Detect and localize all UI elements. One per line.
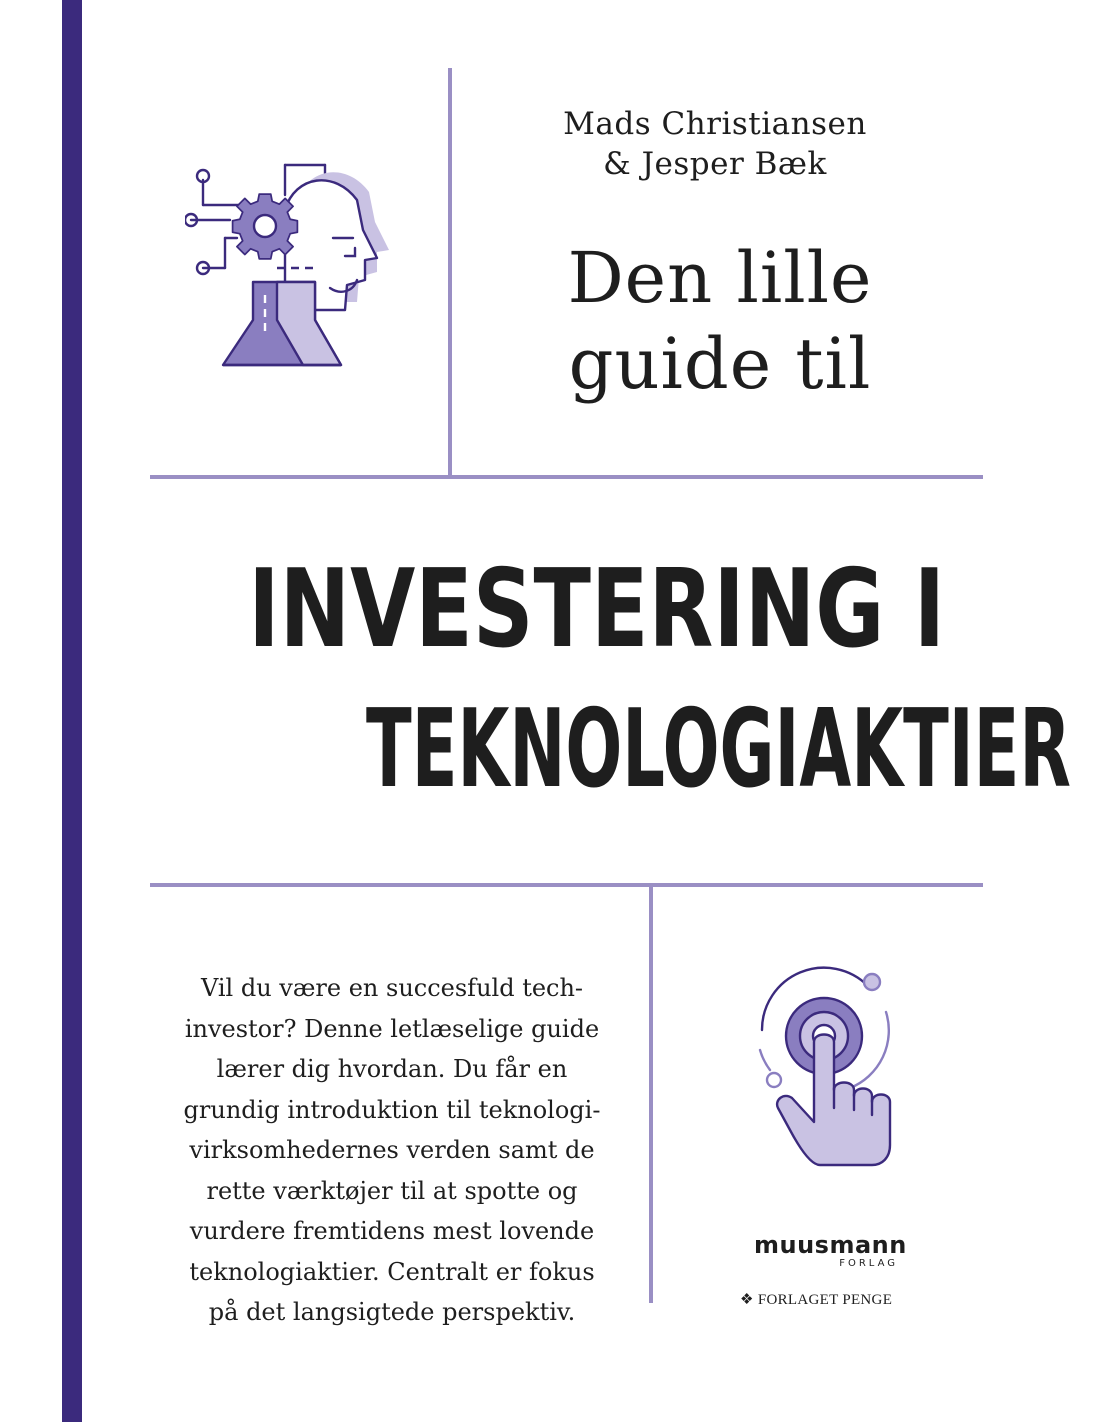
penge-name: FORLAGET PENGE: [757, 1292, 893, 1308]
divider-horizontal-bottom: [150, 883, 983, 887]
subtitle-line-2: guide til: [568, 323, 872, 405]
blurb-line: lærer dig hvordan. Du får en: [216, 1055, 568, 1083]
ai-head-gear-icon: [185, 160, 395, 375]
blurb-line: virksomhedernes verden samt de: [189, 1136, 595, 1164]
penge-diamond-icon: ❖: [740, 1292, 754, 1308]
muusmann-forlag: FORLAG: [839, 1258, 898, 1269]
blurb-line: teknologiaktier. Centralt er fokus: [189, 1257, 595, 1286]
blurb-line: rette værktøjer til at spotte og: [206, 1176, 578, 1205]
spine-bar: [62, 0, 82, 1422]
author-2: & Jesper Bæk: [603, 146, 827, 182]
blurb-line: Vil du være en succesfuld tech-: [200, 974, 584, 1002]
back-blurb: [142, 968, 642, 1333]
subtitle-line-1: Den lille: [567, 237, 873, 319]
finger-tap-orbit-icon: [750, 960, 900, 1170]
title-line-2: TEKNOLOGIAKTIER: [366, 687, 1071, 812]
blurb-line: vurdere fremtidens mest lovende: [189, 1217, 595, 1245]
publisher-logo-muusmann: [754, 1231, 907, 1270]
publisher-logo-penge: [740, 1290, 892, 1309]
author-1: Mads Christiansen: [563, 106, 867, 142]
subtitle: [490, 235, 950, 407]
divider-vertical-bottom: [649, 885, 653, 1303]
book-title: [150, 540, 1071, 820]
blurb-line: grundig introduktion til teknologi-: [183, 1095, 601, 1124]
divider-horizontal-top: [150, 475, 983, 479]
muusmann-wordmark: muusmann: [754, 1231, 907, 1259]
title-line-1: INVESTERING I: [248, 547, 946, 672]
blurb-line: investor? Denne letlæselige guide: [184, 1014, 600, 1043]
divider-vertical-top: [448, 68, 452, 478]
author-names: [480, 104, 950, 184]
blurb-line: på det langsigtede perspektiv.: [208, 1298, 576, 1326]
